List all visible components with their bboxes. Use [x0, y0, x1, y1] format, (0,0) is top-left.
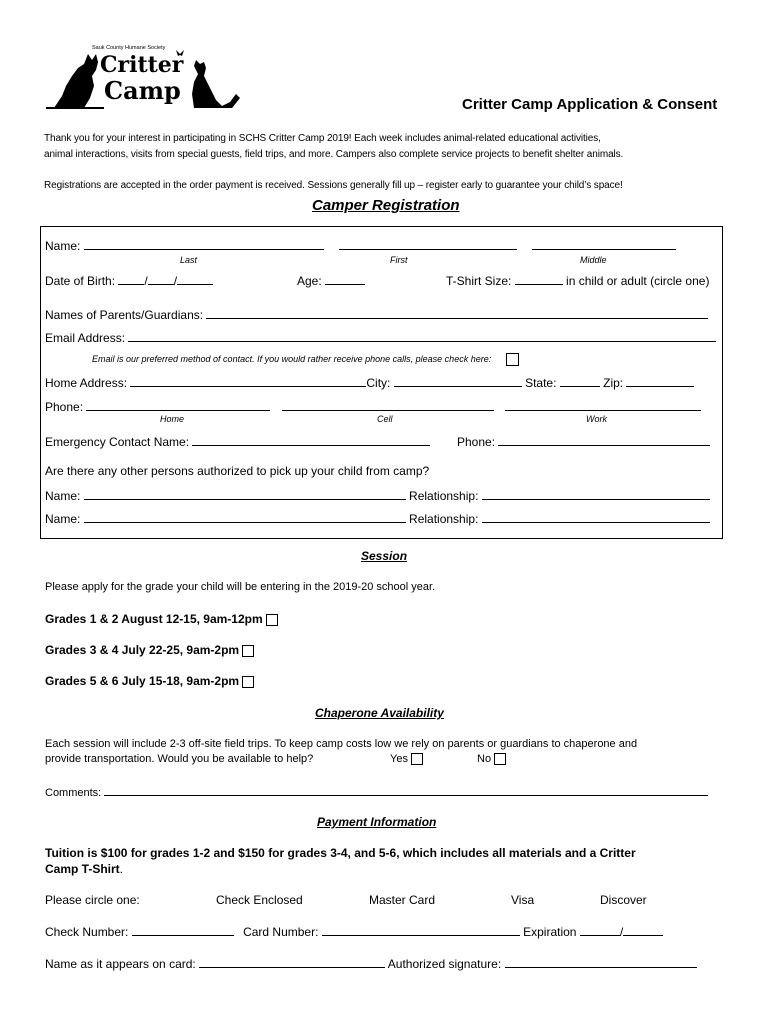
home-phone-field[interactable]	[86, 399, 270, 411]
emergency-phone-label: Phone:	[457, 435, 496, 449]
dob-day-field[interactable]	[148, 273, 174, 285]
sub-middle: Middle	[580, 255, 607, 265]
emergency-row	[45, 434, 430, 449]
session-option-3	[45, 674, 254, 688]
city-label: City:	[366, 376, 391, 390]
emergency-name-field[interactable]	[192, 434, 430, 446]
session-option-3-checkbox[interactable]	[242, 676, 254, 688]
name-on-card-label: Name as it appears on card:	[45, 957, 196, 971]
middle-name-field[interactable]	[532, 238, 676, 250]
chaperone-no-checkbox[interactable]	[494, 753, 506, 765]
email-note: Email is our preferred method of contact. If you would rather receive phone calls, please check here:	[92, 353, 492, 364]
session-option-3-label: Grades 5 & 6 July 15-18, 9am-2pm	[45, 674, 240, 688]
parents-label: Names of Parents/Guardians:	[45, 308, 204, 322]
sub-first: First	[390, 255, 408, 265]
home-address-field[interactable]	[130, 375, 366, 387]
logo-critter-text: Critter	[100, 52, 184, 78]
logo-camp-text: Camp	[104, 76, 181, 105]
logo	[44, 46, 244, 112]
tshirt-row	[446, 273, 709, 288]
parents-row	[45, 307, 708, 322]
email-label: Email Address:	[45, 331, 126, 345]
circle-one-label: Please circle one:	[45, 893, 140, 907]
relationship-label-2: Relationship:	[409, 512, 479, 526]
chaperone-no-label: No	[477, 753, 492, 765]
intro-line-3: Registrations are accepted in the order payment is received. Sessions generally fill up – register early to guarantee your child’s space!	[44, 180, 623, 191]
tshirt-size-field[interactable]	[515, 273, 563, 285]
tuition-line-2-end: .	[119, 862, 124, 876]
zip-field[interactable]	[626, 375, 694, 387]
age-row	[297, 273, 365, 288]
authorized-row-1	[45, 488, 710, 503]
expiration-year-field[interactable]	[623, 924, 663, 936]
sub-last: Last	[180, 255, 198, 265]
tshirt-label: T-Shirt Size:	[446, 274, 512, 288]
auth-name-label-2: Name:	[45, 512, 81, 526]
age-field[interactable]	[325, 273, 365, 285]
phone-label: Phone:	[45, 400, 84, 414]
city-field[interactable]	[394, 375, 522, 387]
chaperone-text-2: provide transportation. Would you be available to help?	[45, 753, 314, 765]
comments-row	[45, 784, 708, 799]
method-visa[interactable]: Visa	[511, 893, 535, 907]
session-option-2-label: Grades 3 & 4 July 22-25, 9am-2pm	[45, 643, 240, 657]
email-row	[45, 330, 716, 345]
signature-row	[45, 956, 697, 971]
card-number-label: Card Number:	[243, 925, 319, 939]
signature-label: Authorized signature:	[387, 957, 502, 971]
session-option-2	[45, 643, 254, 657]
tuition-line-1: Tuition is $100 for grades 1-2 and $150 for grades 3-4, and 5-6, which includes all materials and a Critter	[45, 846, 636, 860]
card-number-field[interactable]	[322, 924, 520, 936]
age-label: Age:	[297, 274, 322, 288]
intro-line-2: animal interactions, visits from special guests, field trips, and more. Campers also complete service projects to benefit shelter animals.	[44, 149, 624, 160]
logo-org-text: Sauk County Humane Society	[92, 45, 166, 51]
tshirt-suffix: in child or adult (circle one)	[566, 274, 710, 288]
method-master-card[interactable]: Master Card	[369, 893, 436, 907]
email-field[interactable]	[128, 330, 716, 342]
sub-cell: Cell	[377, 414, 393, 424]
tuition-line-2-bold: Camp T-Shirt	[45, 862, 120, 876]
dob-row: Date of Birth: / /	[45, 273, 213, 288]
zip-label: Zip:	[603, 376, 624, 390]
phone-preference-checkbox[interactable]	[506, 353, 519, 366]
dob-label: Date of Birth:	[45, 274, 116, 288]
payment-heading: Payment Information	[317, 815, 437, 829]
state-field[interactable]	[560, 375, 600, 387]
check-number-field[interactable]	[132, 924, 234, 936]
parents-field[interactable]	[206, 307, 708, 319]
sub-home: Home	[160, 414, 185, 424]
dob-year-field[interactable]	[177, 273, 213, 285]
chaperone-yes-checkbox[interactable]	[411, 753, 423, 765]
method-check-enclosed[interactable]: Check Enclosed	[216, 893, 303, 907]
first-name-field[interactable]	[339, 238, 517, 250]
camper-name-row	[45, 238, 676, 253]
email-note-row	[92, 353, 519, 366]
comments-label: Comments:	[45, 787, 102, 799]
comments-field[interactable]	[104, 784, 708, 796]
chaperone-heading: Chaperone Availability	[315, 706, 444, 720]
session-note: Please apply for the grade your child will be entering in the 2019-20 school year.	[45, 581, 436, 593]
check-number-label: Check Number:	[45, 925, 129, 939]
relationship-label-1: Relationship:	[409, 489, 479, 503]
chaperone-no-row	[477, 753, 506, 765]
last-name-field[interactable]	[84, 238, 324, 250]
phone-row	[45, 399, 701, 414]
session-option-2-checkbox[interactable]	[242, 645, 254, 657]
intro-line-1: Thank you for your interest in participating in SCHS Critter Camp 2019! Each week includes animal-related educational activities,	[44, 133, 601, 144]
dob-month-field[interactable]	[118, 273, 144, 285]
address-row	[45, 375, 694, 390]
expiration-label: Expiration	[523, 925, 577, 939]
card-row: Check Number: Card Number: Expiration /	[45, 924, 663, 939]
sub-work: Work	[586, 414, 607, 424]
work-phone-field[interactable]	[505, 399, 701, 411]
chaperone-text-1: Each session will include 2-3 off-site field trips. To keep camp costs low we rely on parents or guardians to chaperone and	[45, 738, 638, 750]
session-option-1-checkbox[interactable]	[266, 614, 278, 626]
relationship-field-1[interactable]	[482, 488, 710, 500]
emergency-label: Emergency Contact Name:	[45, 435, 190, 449]
auth-name-field-2[interactable]	[84, 511, 406, 523]
relationship-field-2[interactable]	[482, 511, 710, 523]
authorized-row-2	[45, 511, 710, 526]
tuition-line-2	[45, 862, 123, 876]
name-on-card-field[interactable]	[199, 956, 385, 968]
chaperone-row	[45, 753, 313, 765]
page-title: Critter Camp Application & Consent	[462, 96, 718, 113]
expiration-month-field[interactable]	[580, 924, 620, 936]
address-label: Home Address:	[45, 376, 128, 390]
session-option-1-label: Grades 1 & 2 August 12-15, 9am-12pm	[45, 612, 263, 626]
cell-phone-field[interactable]	[282, 399, 494, 411]
emergency-phone-row	[457, 434, 710, 449]
name-label: Name:	[45, 239, 81, 253]
session-heading: Session	[361, 549, 408, 563]
signature-field[interactable]	[505, 956, 697, 968]
authorized-question: Are there any other persons authorized to pick up your child from camp?	[45, 464, 430, 478]
chaperone-yes-label: Yes	[390, 753, 408, 765]
state-label: State:	[525, 376, 557, 390]
registration-heading: Camper Registration	[312, 197, 460, 214]
auth-name-label-1: Name:	[45, 489, 81, 503]
session-option-1	[45, 612, 278, 626]
method-discover[interactable]: Discover	[600, 893, 647, 907]
emergency-phone-field[interactable]	[498, 434, 710, 446]
auth-name-field-1[interactable]	[84, 488, 406, 500]
chaperone-yes-row	[390, 753, 423, 765]
